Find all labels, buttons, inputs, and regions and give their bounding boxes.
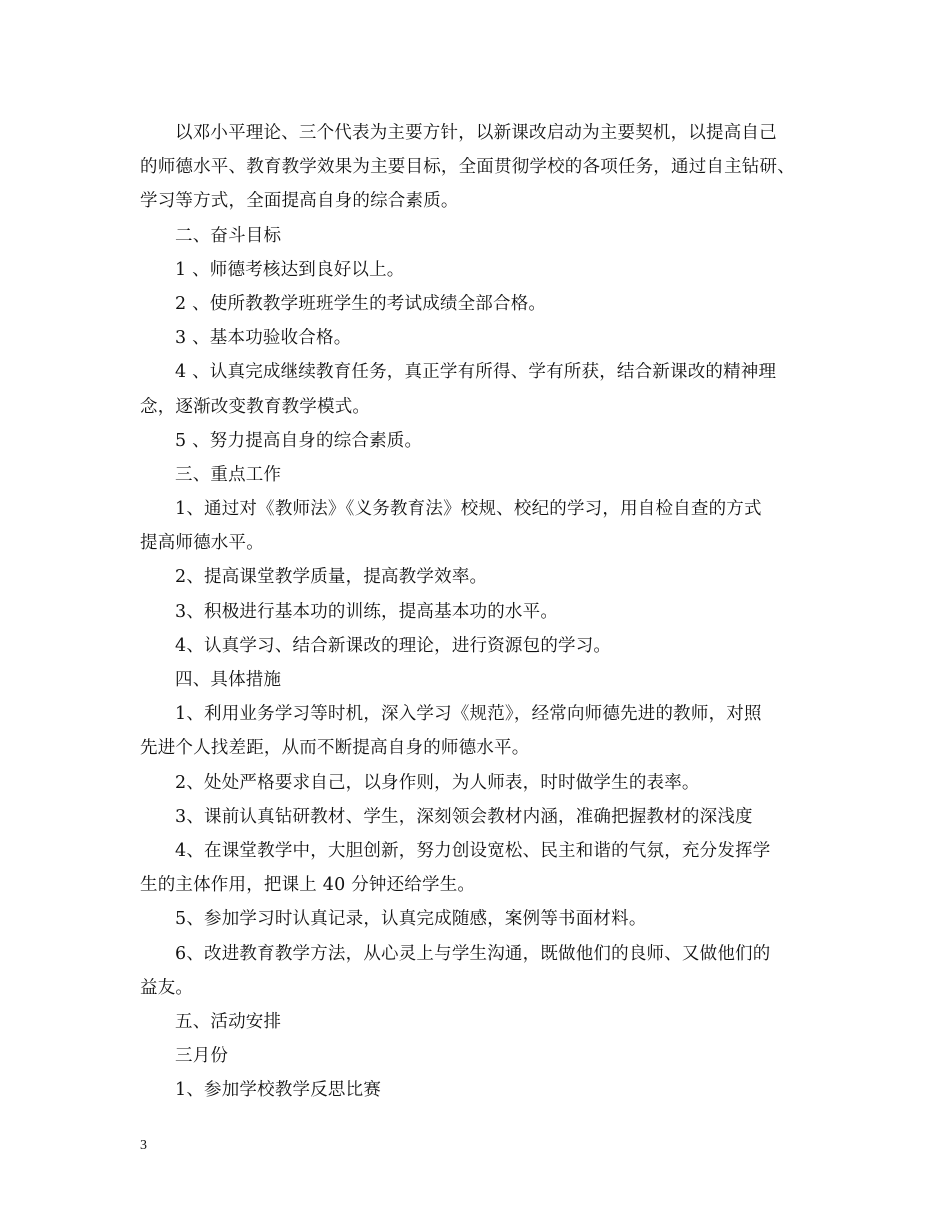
list-item-continuation: 益友。 (140, 977, 194, 998)
page-number: 3 (140, 1138, 147, 1153)
list-item: 3、课前认真钻研教材、学生，深刻领会教材内涵，准确把握教材的深浅度 (175, 806, 753, 827)
section-heading: 五、活动安排 (175, 1011, 282, 1032)
list-item: 1、通过对《教师法》《义务教育法》校规、校纪的学习，用自检自查的方式 (175, 499, 762, 520)
list-item-continuation: 念，逐渐改变教育教学模式。 (140, 396, 371, 417)
list-item: 6、改进教育教学方法，从心灵上与学生沟通，既做他们的良师、又做他们的 (175, 943, 771, 964)
list-item: 2、提高课堂教学质量，提高教学效率。 (175, 567, 488, 588)
list-item-continuation: 生的主体作用，把课上 40 分钟还给学生。 (140, 875, 476, 896)
section-heading: 二、奋斗目标 (175, 225, 282, 246)
list-item: 5 、努力提高自身的综合素质。 (175, 430, 423, 451)
list-item: 3 、基本功验收合格。 (175, 328, 352, 349)
paragraph-line: 以邓小平理论、三个代表为主要方针，以新课改启动为主要契机，以提高自己 (175, 123, 777, 143)
list-item: 2 、使所教教学班班学生的考试成绩全部合格。 (175, 293, 547, 314)
section-heading: 四、具体措施 (175, 670, 282, 690)
document-body (140, 116, 830, 1107)
list-item: 1、利用业务学习等时机，深入学习《规范》，经常向师德先进的教师，对照 (175, 704, 762, 725)
list-item: 1、参加学校教学反思比赛 (175, 1080, 382, 1101)
list-item: 4、在课堂教学中，大胆创新，努力创设宽松、民主和谐的气氛，充分发挥学 (175, 840, 771, 861)
list-item: 5、参加学习时认真记录，认真完成随感，案例等书面材料。 (175, 909, 647, 930)
list-item: 3、积极进行基本功的训练，提高基本功的水平。 (175, 601, 559, 622)
list-item-continuation: 先进个人找差距，从而不断提高自身的师德水平。 (140, 738, 530, 759)
paragraph-line: 的师德水平、教育教学效果为主要目标，全面贯彻学校的各项任务，通过自主钻研、 (140, 157, 795, 178)
list-item-continuation: 提高师德水平。 (140, 533, 264, 554)
section-heading: 三、重点工作 (175, 464, 282, 485)
list-item: 4、认真学习、结合新课改的理论，进行资源包的学习。 (175, 635, 612, 656)
list-item: 1 、师德考核达到良好以上。 (175, 259, 405, 280)
list-item: 4 、认真完成继续教育任务，真正学有所得、学有所获，结合新课改的精神理 (175, 362, 777, 383)
list-item: 2、处处严格要求自己，以身作则，为人师表，时时做学生的表率。 (175, 772, 700, 793)
paragraph-line: 学习等方式，全面提高自身的综合素质。 (140, 191, 459, 212)
subsection-heading: 三月份 (175, 1046, 229, 1067)
